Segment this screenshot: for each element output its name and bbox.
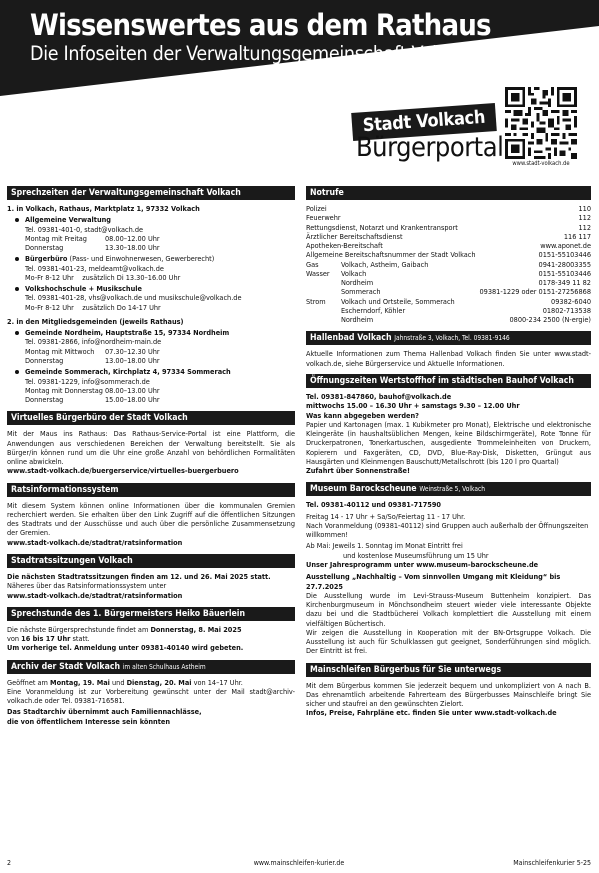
utility-label: Sommerach [341,287,381,297]
vhs-hours: Mo-Fr 8-12 Uhr zusätzlich Do 14-17 Uhr [25,302,161,312]
utility-row [306,260,591,269]
notruf-row [306,241,591,250]
notruf-number: 110 [578,204,591,213]
av-days: Donnerstag [25,243,64,253]
bb-title: Bürgerbüro [25,254,68,264]
wertstoffhof-zufahrt: Zufahrt über Sonnenstraße! [306,466,411,476]
sprechstunde-text-b: von [7,634,22,644]
notruf-label: Rettungsdienst, Notarzt und Krankentransport [306,222,458,232]
volkshochschule [7,284,295,312]
vhs-contact: Tel. 09381-401-28, vhs@volkach.de und musikschule@volkach.de [25,293,242,303]
av-title: Allgemeine Verwaltung [25,215,111,225]
notruf-label: Feuerwehr [306,213,341,223]
page-number: 2 [7,859,12,867]
archiv-date2: Dienstag, 20. Mai [126,677,192,687]
notruf-label: Ärztlicher Bereitschaftsdienst [306,231,403,241]
utility-row [306,315,591,324]
nordheim-days: Montag mit Mittwoch [25,346,95,356]
notruf-number: 116 117 [563,231,591,241]
buergerbus-info: Infos, Preise, Fahrpläne etc. finden Sie unter www.stadt-volkach.de [306,708,557,718]
utility-number: 0941-28003355 [538,259,591,269]
archiv-t3: von 14–17 Uhr. [191,677,243,687]
notruf-row [306,204,591,213]
qr-url[interactable]: www.stadt-volkach.de [512,161,570,167]
nordheim-days: Donnerstag [25,355,64,365]
utility-row [306,269,591,278]
gemeinde-sommerach [7,367,295,404]
av-hours-row [25,234,295,243]
virtuelles-buergerbuero-text: Mit der Maus ins Rathaus: Das Rathaus-Service-Portal ist eine Plattform, die Anwendungen aus verschiedenen Bereichen der Verwaltung bereitstellt. Sie als Bürger/in können rund um die Uhr eine große Anzahl von behördlichen Formalitäten online abwickeln. [7,429,295,467]
utility-number: 01802-713538 [542,305,591,315]
utility-category: Gas [306,259,319,269]
museum-phone: Tel. 09381-40112 und 09381-717590 [306,500,441,510]
sprechzeiten-volkach-title: 1. in Volkach, Rathaus, Marktplatz 1, 97332 Volkach [7,204,200,213]
virtuelles-buergerbuero-heading: Virtuelles Bürgerbüro der Stadt Volkach [7,411,295,425]
av-days: Montag mit Freitag [25,233,87,243]
stadt-volkach-logo: Stadt Volkach [351,103,497,141]
nordheim-time: 13.00–18.00 Uhr [105,355,160,365]
utility-category [306,306,341,315]
nordheim-time: 07.30–12.30 Uhr [105,346,160,356]
left-column [7,186,295,726]
banner-subtitle: Die Infoseiten der Verwaltungsgemeinschaft Volkach [30,42,477,65]
archiv-subtitle: im alten Schulhaus Astheim [122,662,206,671]
utility-number: 09381-1229 oder 0151-27256868 [479,287,591,297]
nordheim-hours-row [25,347,295,356]
wertstoffhof-heading: Öffnungszeiten Wertstoffhof im städtischen Bauhof Volkach [306,374,591,388]
utility-row [306,306,591,315]
bb-hours: Mo-Fr 8-12 Uhr zusätzlich Di 13.30–16.00 Uhr [25,272,181,282]
sprechstunde-text-a: Die nächste Bürgersprechstunde findet am [7,624,151,634]
archiv-t1: Geöffnet am [7,677,51,687]
museum-text-2: Wir zeigen die Ausstellung in Kooperation mit der BN-Ortsgruppe Volkach. Die Ausstellung ist auch für Schulklassen gut geeignet, Sonderführungen sind möglich. Der Eintritt ist frei. [306,627,591,656]
stadtratssitzungen-link[interactable]: www.stadt-volkach.de/stadtrat/ratsinformation [7,590,183,600]
sprechstunde-text-c: statt. [70,634,90,644]
sprechstunde-time-line [7,634,295,643]
archiv-nachlaesse: Das Stadtarchiv übernimmt auch Familiennachlässe, [7,707,202,717]
museum-title: Museum Barockscheune [310,484,417,495]
hallenbad-text: Aktuelle Informationen zum Thema Hallenbad Volkach finden Sie unter www.stadt-volkach.de, siehe Bürgerservice und Aktuelle Informationen. [306,349,591,368]
notruf-label: Allgemeine Bereitschaftsnummer der Stadt Volkach [306,250,476,260]
museum-text: Die Ausstellung wurde im Levi-Strauss-Museum Buttenheim konzipiert. Das Kirchenburgmuseum in Mönchsondheim steuert wieder viele interessante Objekte dazu bei und die Stadtbücherei Volkach komplettiert die Ausstellung mit einem vielfältigen Büchertisch. [306,590,591,628]
notruf-number: 112 [578,213,591,223]
archiv-nachlaesse-2: die von öffentlichem Interesse sein könnten [7,716,170,726]
utility-category [306,315,341,324]
sommerach-time: 15.00–18.00 Uhr [105,395,160,405]
utility-category [306,278,341,287]
banner [0,0,599,100]
buergerportal-logo: Bürgerportal [356,132,504,163]
archiv-heading [7,660,295,674]
qr-code-icon[interactable] [505,87,577,159]
bb-title-rest: (Pass- und Einwohnerwesen, Gewerberecht) [67,254,215,264]
archiv-voranmeldung: Eine Voranmeldung ist zur Vorbereitung gewünscht unter der Mail stadt@archiv-volkach.de oder Tel. 09381-716581. [7,686,295,706]
notruf-row [306,250,591,259]
museum-groups: Nach Voranmeldung (09381-40112) sind Gruppen auch außerhalb der Öffnungszeiten willkommen! [306,520,589,540]
museum-hours: Freitag 14 - 17 Uhr + Sa/So/Feiertag 11 - 17 Uhr. [306,511,466,521]
utility-label: Volkach, Astheim, Gaibach [341,259,429,269]
archiv-title: Archiv der Stadt Volkach [11,661,121,672]
nordheim-hours-row [25,356,295,365]
footer-url[interactable]: www.mainschleifen-kurier.de [253,859,345,867]
notruf-number: 112 [578,222,591,232]
sprechstunde-heading: Sprechstunde des 1. Bürgermeisters Heiko Bäuerlein [7,607,295,621]
nordheim-contact: Tel. 09381-2866, info@nordheim-main.de [25,337,162,347]
wertstoffhof-question: Was kann abgegeben werden? [306,410,419,420]
buergerbuero [7,254,295,282]
notruf-row [306,232,591,241]
buergerbus-heading: Mainschleifen Bürgerbus für Sie unterwegs [306,663,591,677]
utility-label: Volkach und Ortsteile, Sommerach [341,296,455,306]
museum-subtitle: Weinstraße 5, Volkach [419,485,485,494]
sommerach-hours-row [25,386,295,395]
utility-label: Volkach [341,268,367,278]
notruf-number: www.aponet.de [540,241,591,251]
utility-row [306,278,591,287]
notrufe-utilities [306,260,591,325]
mitgliedsgemeinden-title: 2. in den Mitgliedsgemeinden (jeweils Rathaus) [7,316,184,326]
notruf-label: Polizei [306,204,327,213]
utility-row [306,297,591,306]
museum-mai: Ab Mai: Jeweils 1. Sonntag im Monat Eintritt frei [306,541,463,551]
sommerach-hours-row [25,395,295,404]
virtuelles-buergerbuero-link[interactable]: www.stadt-volkach.de/buergerservice/virtuelles-buergerbuero [7,466,239,476]
sommerach-days: Donnerstag [25,395,64,405]
nordheim-title: Gemeinde Nordheim, Hauptstraße 15, 97334 Nordheim [25,328,230,338]
utility-label: Escherndorf, Köhler [341,305,406,315]
av-contact: Tel. 09381-401-0, stadt@volkach.de [25,224,144,234]
museum-programm: Unser Jahresprogramm unter www.museum-barockscheune.de [306,559,539,569]
sprechstunde-time: 16 bis 17 Uhr [21,634,71,644]
av-time: 08.00–12.00 Uhr [105,233,160,243]
stadtratssitzungen-dates: Die nächsten Stadtratssitzungen finden am 12. und 26. Mai 2025 statt. [7,571,271,581]
banner-title: Wissenswertes aus dem Rathaus [30,8,491,42]
sommerach-days: Montag mit Donnerstag [25,385,103,395]
sommerach-time: 08.00–13.00 Uhr [105,385,160,395]
archiv-t2: und [109,677,127,687]
stadtratssitzungen-text: Näheres über das Ratsinformationssystem unter [7,581,167,591]
utility-row [306,287,591,296]
hallenbad-heading [306,331,591,345]
utility-category: Wasser [306,268,330,278]
bb-title-line [25,254,295,263]
wertstoffhof-hours: mittwochs 15.00 – 16.30 Uhr + samstags 9.30 – 12.00 Uhr [306,401,520,411]
utility-category: Strom [306,296,326,306]
ratsinformationssystem-link[interactable]: www.stadt-volkach.de/stadtrat/ratsinformation [7,537,183,547]
sprechstunde-text [7,625,295,634]
ratsinformationssystem-heading: Ratsinformationssystem [7,483,295,497]
notruf-row [306,213,591,222]
av-hours-row [25,243,295,252]
sprechstunde-anmeldung: Um vorherige tel. Anmeldung unter 09381-40140 wird gebeten. [7,643,244,653]
buergerbus-text: Mit dem Bürgerbus kommen Sie jederzeit bequem und unkompliziert von A nach B. Das ehrenamtlich arbeitende Fahrerteam des Bürgerbusses Mainschleife bringt Sie sicher und staufrei an den gewünschten Zielort. [306,680,591,709]
hallenbad-subtitle: Jahnstraße 3, Volkach, Tel. 09381-9146 [394,334,510,343]
wertstoffhof-contact: Tel. 09381-847860, bauhof@volkach.de [306,391,452,401]
utility-number: 0151-55103446 [538,268,591,278]
sprechstunde-date: Donnerstag, 8. Mai 2025 [150,624,242,634]
utility-number: 0800-234 2500 (N-ergie) [509,315,591,325]
utility-category [306,287,341,296]
notrufe-list [306,204,591,260]
bb-contact: Tel. 09381-401-23, meldeamt@volkach.de [25,263,164,273]
sommerach-title: Gemeinde Sommerach, Kirchplatz 4, 97334 Sommerach [25,367,231,377]
utility-label: Nordheim [341,278,374,288]
museum-ausstellung: Ausstellung „Nachhaltig – Vom sinnvollen Umgang mit Kleidung“ bis 27.7.2025 [306,572,561,591]
notruf-number: 0151-55103446 [538,250,591,260]
museum-fuehrung: und kostenlose Museumsführung um 15 Uhr [343,550,489,560]
archiv-open [7,678,295,687]
allgemeine-verwaltung [7,215,295,252]
utility-label: Nordheim [341,315,374,325]
hallenbad-title: Hallenbad Volkach [310,333,392,344]
archiv-date1: Montag, 19. Mai [50,677,110,687]
notrufe-heading: Notrufe [306,186,591,200]
footer [7,859,591,868]
right-column [306,186,591,718]
notruf-row [306,223,591,232]
ratsinformationssystem-text: Mit diesem System können online Informationen über die kommunalen Gremien recherchiert werden. Sie erhalten über den Link Zugriff auf die öffentlichen Sitzungen des Stadtrats und der Ausschüsse und auch über die persönliche Zusammensetzung der Gremien. [7,500,295,538]
av-time: 13.30–18.00 Uhr [105,243,160,253]
wertstoffhof-text: Papier und Kartonagen (max. 1 Kubikmeter pro Monat), Elektrische und elektronische Kleingeräte (in haushaltsüblichen Mengen, keine Bildschirmgeräte), Rote Tonne für Druckerpatronen, Tonerkartuschen, ausgediente Trommeleinheiten von Druckern, Kopierern und Faxgeräten, CD, DVD, Blue-Ray-Disk, Disketten, Grüngut aus Hausgärten und Kleinmengen Bauschutt/Metallschrott (bis 120 l pro Quartal) [306,419,591,466]
notruf-label: Apotheken-Bereitschaft [306,241,383,251]
vhs-title: Volkshochschule + Musikschule [25,284,142,294]
footer-issue: Mainschleifenkurier 5-25 [513,859,591,867]
gemeinde-nordheim [7,328,295,365]
utility-number: 0178-349 11 82 [538,278,591,288]
sprechzeiten-heading: Sprechzeiten der Verwaltungsgemeinschaft Volkach [7,186,295,200]
stadtratssitzungen-heading: Stadtratssitzungen Volkach [7,554,295,568]
museum-heading [306,482,591,496]
sommerach-contact: Tel. 09381-1229, info@sommerach.de [25,376,150,386]
utility-number: 09382-6040 [551,296,591,306]
